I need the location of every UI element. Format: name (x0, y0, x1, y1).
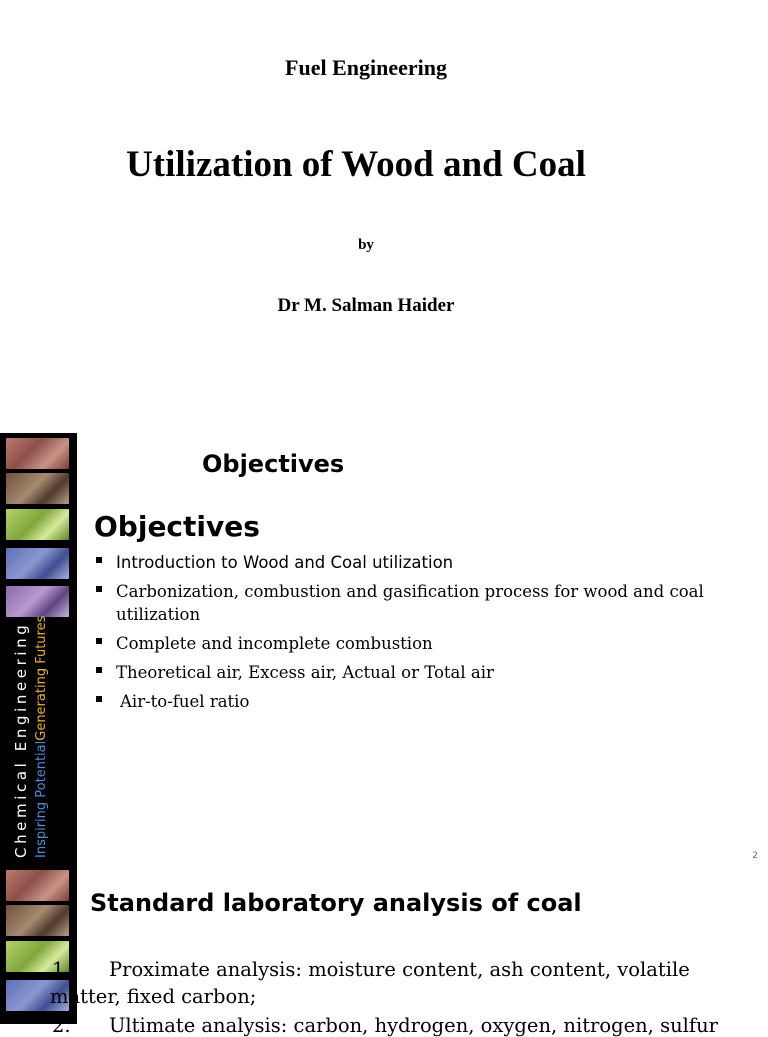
slide-heading: Standard laboratory analysis of coal (90, 889, 582, 917)
photo-thumbnail (6, 905, 69, 936)
branding-tagline-b: Generating Futures (34, 615, 49, 741)
presentation-title: Utilization of Wood and Coal (126, 144, 586, 185)
list-item-text: matter, fixed carbon; (50, 985, 257, 1008)
list-number: 1. (52, 958, 71, 981)
analysis-slide (0, 865, 768, 1037)
branding-strip (0, 433, 77, 865)
bullet-square-icon (96, 586, 102, 592)
photo-thumbnail (6, 586, 69, 617)
branding-line-2 (34, 615, 49, 858)
bullet-square-icon (96, 667, 102, 673)
list-item: Introduction to Wood and Coal utilization (94, 551, 734, 574)
objectives-list (94, 551, 734, 719)
list-number: 2. (52, 1014, 71, 1037)
author-name: Dr M. Salman Haider (277, 295, 455, 316)
list-item-text: Proximate analysis: moisture content, ash content, volatile (109, 958, 690, 981)
slide-subheading: Objectives (94, 510, 260, 543)
page-number: 2 (752, 851, 758, 861)
branding-line-1: Chemical Engineering (12, 621, 30, 858)
slide-heading: Objectives (202, 450, 345, 478)
branding-text (12, 615, 60, 858)
list-item: Carbonization, combustion and gasification process for wood and coal utilization (94, 580, 734, 626)
title-slide (0, 0, 768, 433)
objectives-slide (0, 433, 768, 865)
list-item: Theoretical air, Excess air, Actual or Total air (94, 661, 734, 684)
list-item-text: Ultimate analysis: carbon, hydrogen, oxygen, nitrogen, sulfur (109, 1014, 718, 1037)
list-item: Complete and incomplete combustion (94, 632, 734, 655)
bullet-square-icon (96, 557, 102, 563)
photo-thumbnail (6, 548, 69, 579)
list-item: Air-to-fuel ratio (94, 690, 734, 713)
bullet-square-icon (96, 638, 102, 644)
course-title: Fuel Engineering (285, 55, 447, 80)
branding-tagline-a: Inspiring Potential (34, 740, 49, 858)
photo-thumbnail (6, 509, 69, 540)
bullet-square-icon (96, 696, 102, 702)
by-label: by (358, 237, 374, 253)
photo-thumbnail (6, 870, 69, 901)
photo-thumbnail (6, 438, 69, 469)
photo-thumbnail (6, 473, 69, 504)
